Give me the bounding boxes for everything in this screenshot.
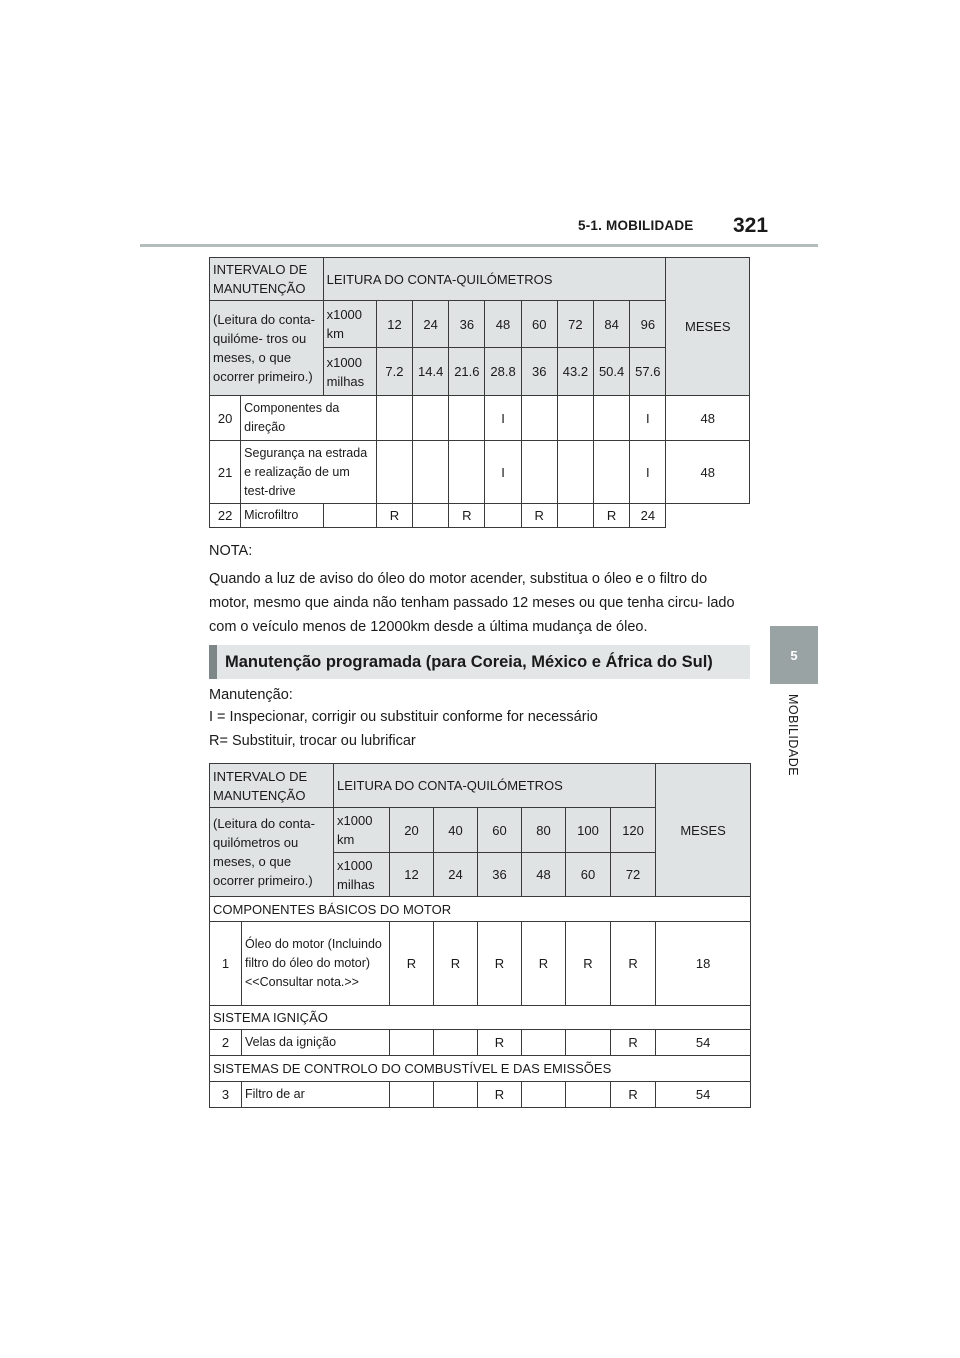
miles-unit: x1000 milhas [334, 853, 390, 897]
interval-note: (Leitura do conta-quilóme- tros ou meses, o que ocorrer primeiro.) [210, 301, 324, 396]
maintenance-title: Manutenção: [209, 687, 293, 703]
item-cell [434, 1030, 478, 1056]
item-name: Componentes da direção [241, 396, 377, 441]
item-months: 48 [666, 396, 750, 441]
item-cell [485, 504, 521, 528]
chapter-label: MOBILIDADE [786, 694, 800, 777]
km-value: 100 [566, 808, 611, 853]
item-cell: R [478, 922, 522, 1006]
item-cell: I [485, 396, 521, 441]
miles-value: 60 [566, 853, 611, 897]
maintenance-table-2 [209, 763, 751, 1108]
item-number: 1 [210, 922, 242, 1006]
item-name: Óleo do motor (Incluindo filtro do óleo do motor) <<Consultar nota.>> [242, 922, 390, 1006]
item-cell [449, 396, 485, 441]
km-value: 120 [611, 808, 656, 853]
item-name: Velas da ignição [242, 1030, 390, 1056]
item-number: 22 [210, 504, 241, 528]
km-value: 96 [630, 301, 666, 348]
item-cell [434, 1082, 478, 1108]
item-cell [522, 1030, 566, 1056]
km-value: 72 [557, 301, 593, 348]
item-cell [594, 441, 630, 504]
item-cell: R [566, 922, 611, 1006]
item-cell: R [478, 1030, 522, 1056]
km-value: 24 [413, 301, 449, 348]
table-row [210, 1082, 751, 1108]
item-cell [449, 441, 485, 504]
interval-header: INTERVALO DE MANUTENÇÃO [210, 764, 334, 808]
miles-value: 48 [522, 853, 566, 897]
item-name: Segurança na estrada e realização de um test-drive [241, 441, 377, 504]
miles-value: 24 [434, 853, 478, 897]
item-cell [390, 1030, 434, 1056]
note-text: Quando a luz de aviso do óleo do motor acender, substitua o óleo e o filtro do motor, mesmo que ainda não tenham passado 12 meses ou que tenha circu- lado com o veículo menos de 12000km desde a última mudança de óleo. [209, 571, 735, 635]
item-cell: I [485, 441, 521, 504]
miles-unit: x1000 milhas [323, 348, 376, 396]
item-cell: I [630, 396, 666, 441]
maintenance-table-1 [209, 257, 750, 528]
item-cell: R [522, 922, 566, 1006]
item-cell [521, 441, 557, 504]
item-cell: R [449, 504, 485, 528]
miles-value: 57.6 [630, 348, 666, 396]
item-months: 18 [656, 922, 751, 1006]
months-header: MESES [656, 764, 751, 897]
km-value: 12 [376, 301, 412, 348]
section-title: Manutenção programada (para Coreia, México e África do Sul) [209, 645, 750, 679]
km-value: 60 [478, 808, 522, 853]
km-value: 36 [449, 301, 485, 348]
km-value: 20 [390, 808, 434, 853]
miles-value: 14.4 [413, 348, 449, 396]
item-number: 21 [210, 441, 241, 504]
item-cell [566, 1082, 611, 1108]
item-cell: R [611, 1082, 656, 1108]
item-cell [390, 1082, 434, 1108]
item-months: 54 [656, 1030, 751, 1056]
miles-value: 36 [521, 348, 557, 396]
km-value: 60 [521, 301, 557, 348]
km-unit: x1000 km [323, 301, 376, 348]
miles-value: 7.2 [376, 348, 412, 396]
interval-note: (Leitura do conta-quilómetros ou meses, o que ocorrer primeiro.) [210, 808, 334, 897]
item-cell [594, 396, 630, 441]
section-row: COMPONENTES BÁSICOS DO MOTOR [210, 897, 751, 922]
item-cell: R [611, 922, 656, 1006]
section-row: SISTEMA IGNIÇÃO [210, 1006, 751, 1030]
item-cell: R [521, 504, 557, 528]
item-cell [566, 1030, 611, 1056]
item-cell [413, 504, 449, 528]
odometer-header: LEITURA DO CONTA-QUILÓMETROS [323, 258, 666, 301]
section-row: SISTEMAS DE CONTROLO DO COMBUSTÍVEL E DAS EMISSÕES [210, 1056, 751, 1082]
legend-inspect: I = Inspecionar, corrigir ou substituir conforme for necessário [209, 709, 598, 725]
odometer-header: LEITURA DO CONTA-QUILÓMETROS [334, 764, 656, 808]
item-cell: R [594, 504, 630, 528]
miles-value: 36 [478, 853, 522, 897]
miles-value: 12 [390, 853, 434, 897]
miles-value: 50.4 [594, 348, 630, 396]
item-cell [323, 504, 376, 528]
item-cell [413, 441, 449, 504]
item-cell: I [630, 441, 666, 504]
legend-replace: R= Substituir, trocar ou lubrificar [209, 733, 416, 749]
miles-value: 72 [611, 853, 656, 897]
item-cell: R [478, 1082, 522, 1108]
chapter-tab: 5 [770, 626, 818, 684]
item-cell [521, 396, 557, 441]
item-number: 2 [210, 1030, 242, 1056]
table-row [210, 441, 750, 504]
section-header: 5-1. MOBILIDADE [578, 218, 694, 233]
item-cell: R [434, 922, 478, 1006]
note-title: NOTA: [209, 543, 253, 559]
item-name: Filtro de ar [242, 1082, 390, 1108]
table-row [210, 1030, 751, 1056]
header-divider [140, 244, 818, 247]
months-header: MESES [666, 258, 750, 396]
km-unit: x1000 km [334, 808, 390, 853]
table-row [210, 504, 750, 528]
miles-value: 28.8 [485, 348, 521, 396]
item-cell: R [390, 922, 434, 1006]
interval-header: INTERVALO DE MANUTENÇÃO [210, 258, 324, 301]
table-row [210, 922, 751, 1006]
miles-value: 43.2 [557, 348, 593, 396]
item-cell [522, 1082, 566, 1108]
item-cell [557, 441, 593, 504]
item-cell [376, 396, 412, 441]
miles-value: 21.6 [449, 348, 485, 396]
item-name: Microfiltro [241, 504, 323, 528]
item-cell [557, 504, 593, 528]
item-cell: R [611, 1030, 656, 1056]
item-number: 20 [210, 396, 241, 441]
item-cell [557, 396, 593, 441]
km-value: 80 [522, 808, 566, 853]
item-cell [413, 396, 449, 441]
km-value: 40 [434, 808, 478, 853]
item-cell [376, 441, 412, 504]
km-value: 84 [594, 301, 630, 348]
item-months: 48 [666, 441, 750, 504]
km-value: 48 [485, 301, 521, 348]
page-number: 321 [733, 214, 769, 237]
item-cell: R [376, 504, 412, 528]
item-months: 24 [630, 504, 666, 528]
item-months: 54 [656, 1082, 751, 1108]
item-number: 3 [210, 1082, 242, 1108]
table-row [210, 396, 750, 441]
